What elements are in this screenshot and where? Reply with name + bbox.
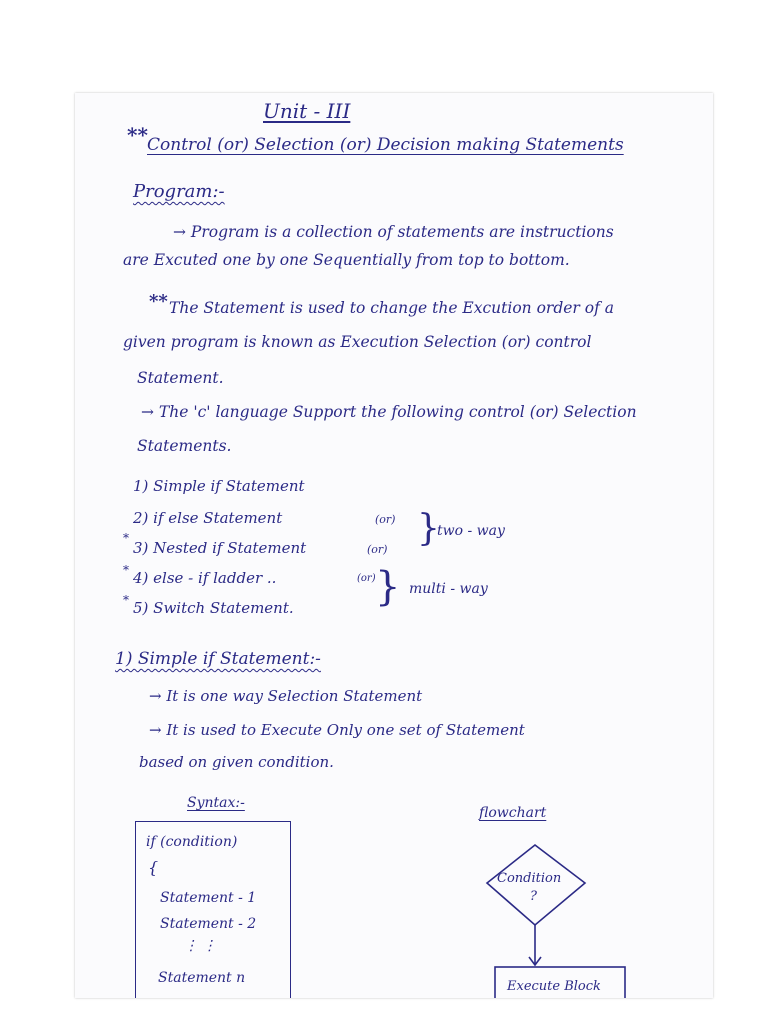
statement-asterisks: **	[149, 291, 168, 312]
flowchart-label: flowchart	[479, 805, 547, 821]
list-item-tag: (or)	[367, 543, 388, 556]
notebook-page	[75, 93, 713, 998]
program-line-2: are Excuted one by one Sequentially from top to bottom.	[123, 251, 570, 269]
syntax-line-3: Statement - 1	[160, 890, 257, 906]
simple-if-line-1: → It is one way Selection Statement	[149, 687, 423, 705]
flow-condition-text: Condition	[497, 871, 562, 886]
flowchart-diagram	[475, 833, 655, 998]
unit-title: Unit - III	[263, 99, 351, 123]
support-line-1: → The 'c' language Support the following control (or) Selection	[141, 403, 637, 421]
section-heading: Control (or) Selection (or) Decision making Statements	[147, 135, 624, 155]
simple-if-line-3: based on given condition.	[139, 753, 334, 771]
simple-if-line-2: → It is used to Execute Only one set of Statement	[149, 721, 525, 739]
list-item: 2) if else Statement	[133, 509, 283, 527]
list-item-mark: *	[123, 531, 129, 545]
program-label: Program:-	[133, 181, 225, 202]
syntax-line-4: Statement - 2	[160, 916, 257, 932]
flow-execute-text: Execute Block	[507, 979, 601, 994]
list-item-tag: (or)	[375, 513, 396, 526]
flow-question-mark: ?	[530, 889, 537, 904]
statement-line-3: Statement.	[137, 369, 224, 387]
multi-way-brace: }	[375, 564, 401, 610]
program-line-1: → Program is a collection of statements are instructions	[173, 223, 614, 241]
syntax-line-2: {	[148, 858, 159, 877]
two-way-label: two - way	[437, 523, 505, 539]
syntax-line-1: if (condition)	[146, 834, 238, 850]
statement-line-2: given program is known as Execution Selection (or) control	[123, 333, 592, 351]
multi-way-label: multi - way	[409, 581, 488, 597]
list-item: 4) else - if ladder ..	[133, 569, 277, 587]
list-item: 1) Simple if Statement	[133, 477, 305, 495]
simple-if-heading: 1) Simple if Statement:-	[115, 649, 321, 669]
support-line-2: Statements.	[137, 437, 232, 455]
syntax-line-5: ⋮ ⋮	[184, 938, 217, 954]
list-item-mark: *	[123, 593, 129, 607]
syntax-line-6: Statement n	[158, 970, 246, 986]
syntax-box	[135, 821, 291, 998]
list-item: 3) Nested if Statement	[133, 539, 307, 557]
list-item-mark: *	[123, 563, 129, 577]
statement-line-1: The Statement is used to change the Excution order of a	[169, 299, 614, 317]
syntax-label: Syntax:-	[187, 795, 245, 811]
two-way-brace: }	[417, 508, 440, 549]
heading-asterisks: **	[127, 123, 148, 147]
list-item: 5) Switch Statement.	[133, 599, 294, 617]
list-item-tag: (or)	[357, 573, 376, 584]
